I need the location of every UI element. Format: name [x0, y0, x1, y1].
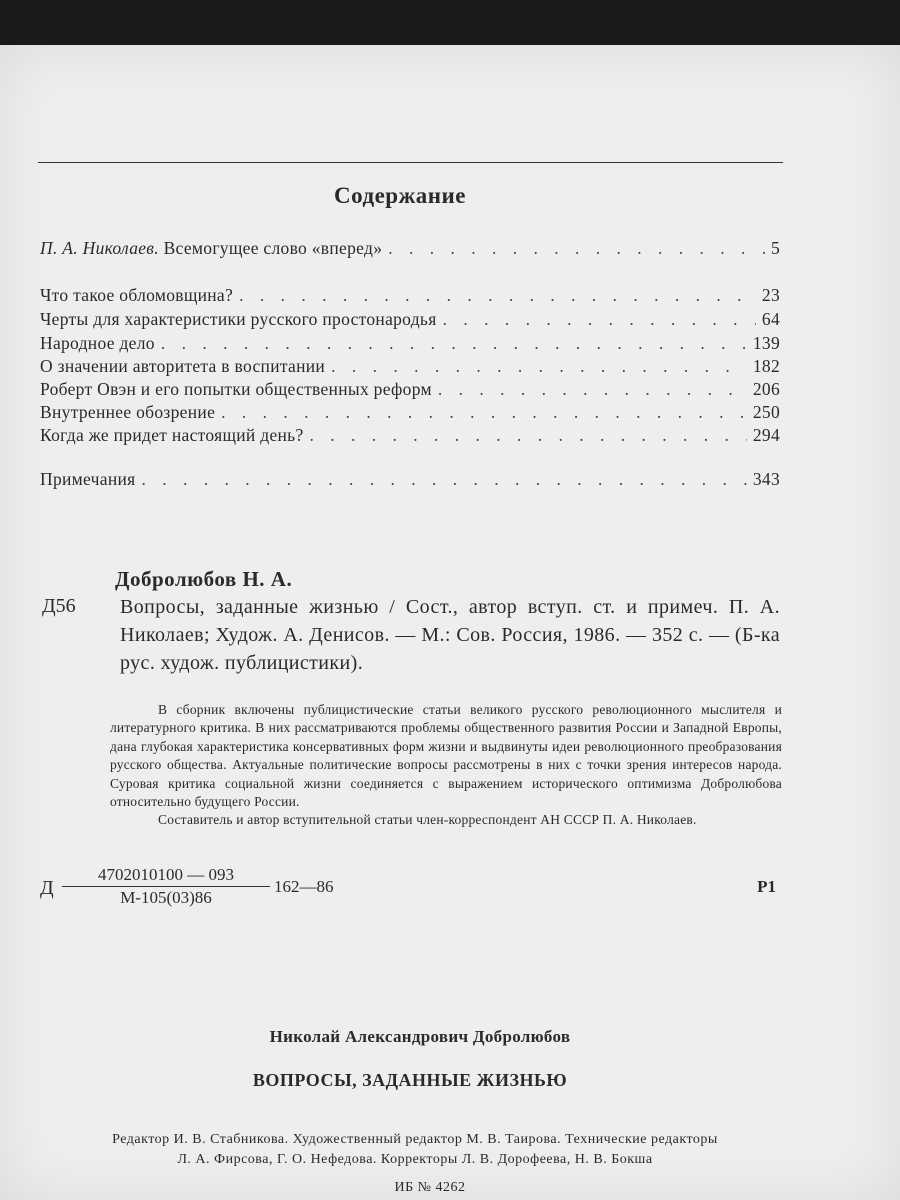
index-fraction — [62, 865, 270, 908]
toc-item-page: 23 — [761, 285, 780, 305]
leader-dots — [388, 238, 765, 259]
toc-item-page: 64 — [761, 309, 780, 329]
toc-item-row — [40, 356, 780, 377]
annotation-paragraph: В сборник включены публицистические статьи великого русского революционного мыслителя и литературного критика. В них рассматриваются проблемы общественного развития России и Западной Европы, дана глубокая характеристика консервативных форм жизни и выдвинуты идеи революционного преобразования русского общества. Актуальные политические вопросы рассмотрены в них с точки зрения интересов народа. Суровая критика социальной жизни соединяется с выражением исторического оптимизма Добролюбова относительно будущего России. — [110, 702, 782, 810]
book-page — [0, 45, 900, 1200]
toc-intro-row — [40, 238, 780, 259]
leader-dots — [161, 333, 747, 354]
index-line — [40, 865, 780, 915]
top-rule — [38, 162, 783, 163]
toc-item-row — [40, 425, 780, 446]
toc-item-page: 182 — [752, 356, 780, 376]
toc-item-title: Черты для характеристики русского простонародья — [40, 309, 437, 329]
toc-item-row — [40, 402, 780, 423]
compiler-paragraph: Составитель и автор вступительной статьи член-корреспондент АН СССР П. А. Николаев. — [158, 812, 697, 828]
credits-line-1: Редактор И. В. Стабникова. Художественный редактор М. В. Таирова. Технические редакторы — [112, 1132, 718, 1147]
catalog-author-heading: Добролюбов Н. А. — [115, 567, 293, 591]
book-author: Николай Александрович Добролюбов — [269, 1027, 571, 1046]
catalog-annotation — [110, 701, 782, 830]
toc-item-page: 206 — [752, 379, 780, 399]
toc-item-title: Роберт Овэн и его попытки общественных реформ — [40, 379, 432, 399]
credits-line-2: Л. А. Фирсова, Г. О. Нефедова. Корректоры Л. В. Дорофеева, Н. В. Бокша — [177, 1152, 653, 1167]
toc-title: Содержание — [334, 183, 466, 208]
leader-dots — [221, 402, 747, 423]
index-numerator: 4702010100 — 093 — [62, 865, 270, 887]
index-denominator: М-105(03)86 — [120, 888, 212, 907]
leader-dots — [331, 356, 747, 377]
toc-item-row — [40, 285, 780, 306]
toc-notes-row — [40, 469, 780, 490]
index-letter: Д — [40, 877, 54, 899]
toc-item-page: 294 — [752, 425, 780, 445]
toc-item-row — [40, 379, 780, 400]
ib-number: ИБ № 4262 — [394, 1180, 466, 1195]
toc-intro-page: 5 — [770, 238, 780, 258]
toc-item-title: О значении авторитета в воспитании — [40, 356, 326, 376]
leader-dots — [438, 379, 747, 400]
catalog-description: Вопросы, заданные жизнью / Сост., автор вступ. ст. и примеч. П. А. Николаев; Худож. А. Денисов. — М.: Сов. Россия, 1986. — 352 с. — (Б-ка рус. худож. публицистики). — [120, 596, 780, 674]
toc-item-title: Что такое обломовщина? — [40, 285, 234, 305]
index-code: 162—86 — [274, 877, 334, 896]
toc-item-row — [40, 309, 780, 330]
index-class: Р1 — [757, 877, 776, 896]
toc-item-title: Народное дело — [40, 333, 155, 353]
toc-notes-title: Примечания — [40, 469, 136, 489]
book-title: ВОПРОСЫ, ЗАДАННЫЕ ЖИЗНЬЮ — [252, 1070, 568, 1090]
toc-intro-entry — [40, 238, 382, 259]
toc-intro-author: П. А. Николаев. — [40, 238, 159, 258]
leader-dots — [443, 309, 756, 330]
catalog-code: Д56 — [42, 595, 76, 617]
toc-item-title: Внутреннее обозрение — [40, 402, 216, 422]
toc-item-page: 139 — [752, 333, 780, 353]
leader-dots — [310, 425, 747, 446]
leader-dots — [239, 285, 756, 306]
toc-notes-page: 343 — [752, 469, 780, 489]
toc-intro-title: Всемогущее слово «вперед» — [163, 238, 383, 258]
leader-dots — [142, 469, 747, 490]
credits — [35, 1130, 795, 1170]
toc-item-title: Когда же придет настоящий день? — [40, 425, 304, 445]
toc-item-row — [40, 333, 780, 354]
toc-item-page: 250 — [752, 402, 780, 422]
